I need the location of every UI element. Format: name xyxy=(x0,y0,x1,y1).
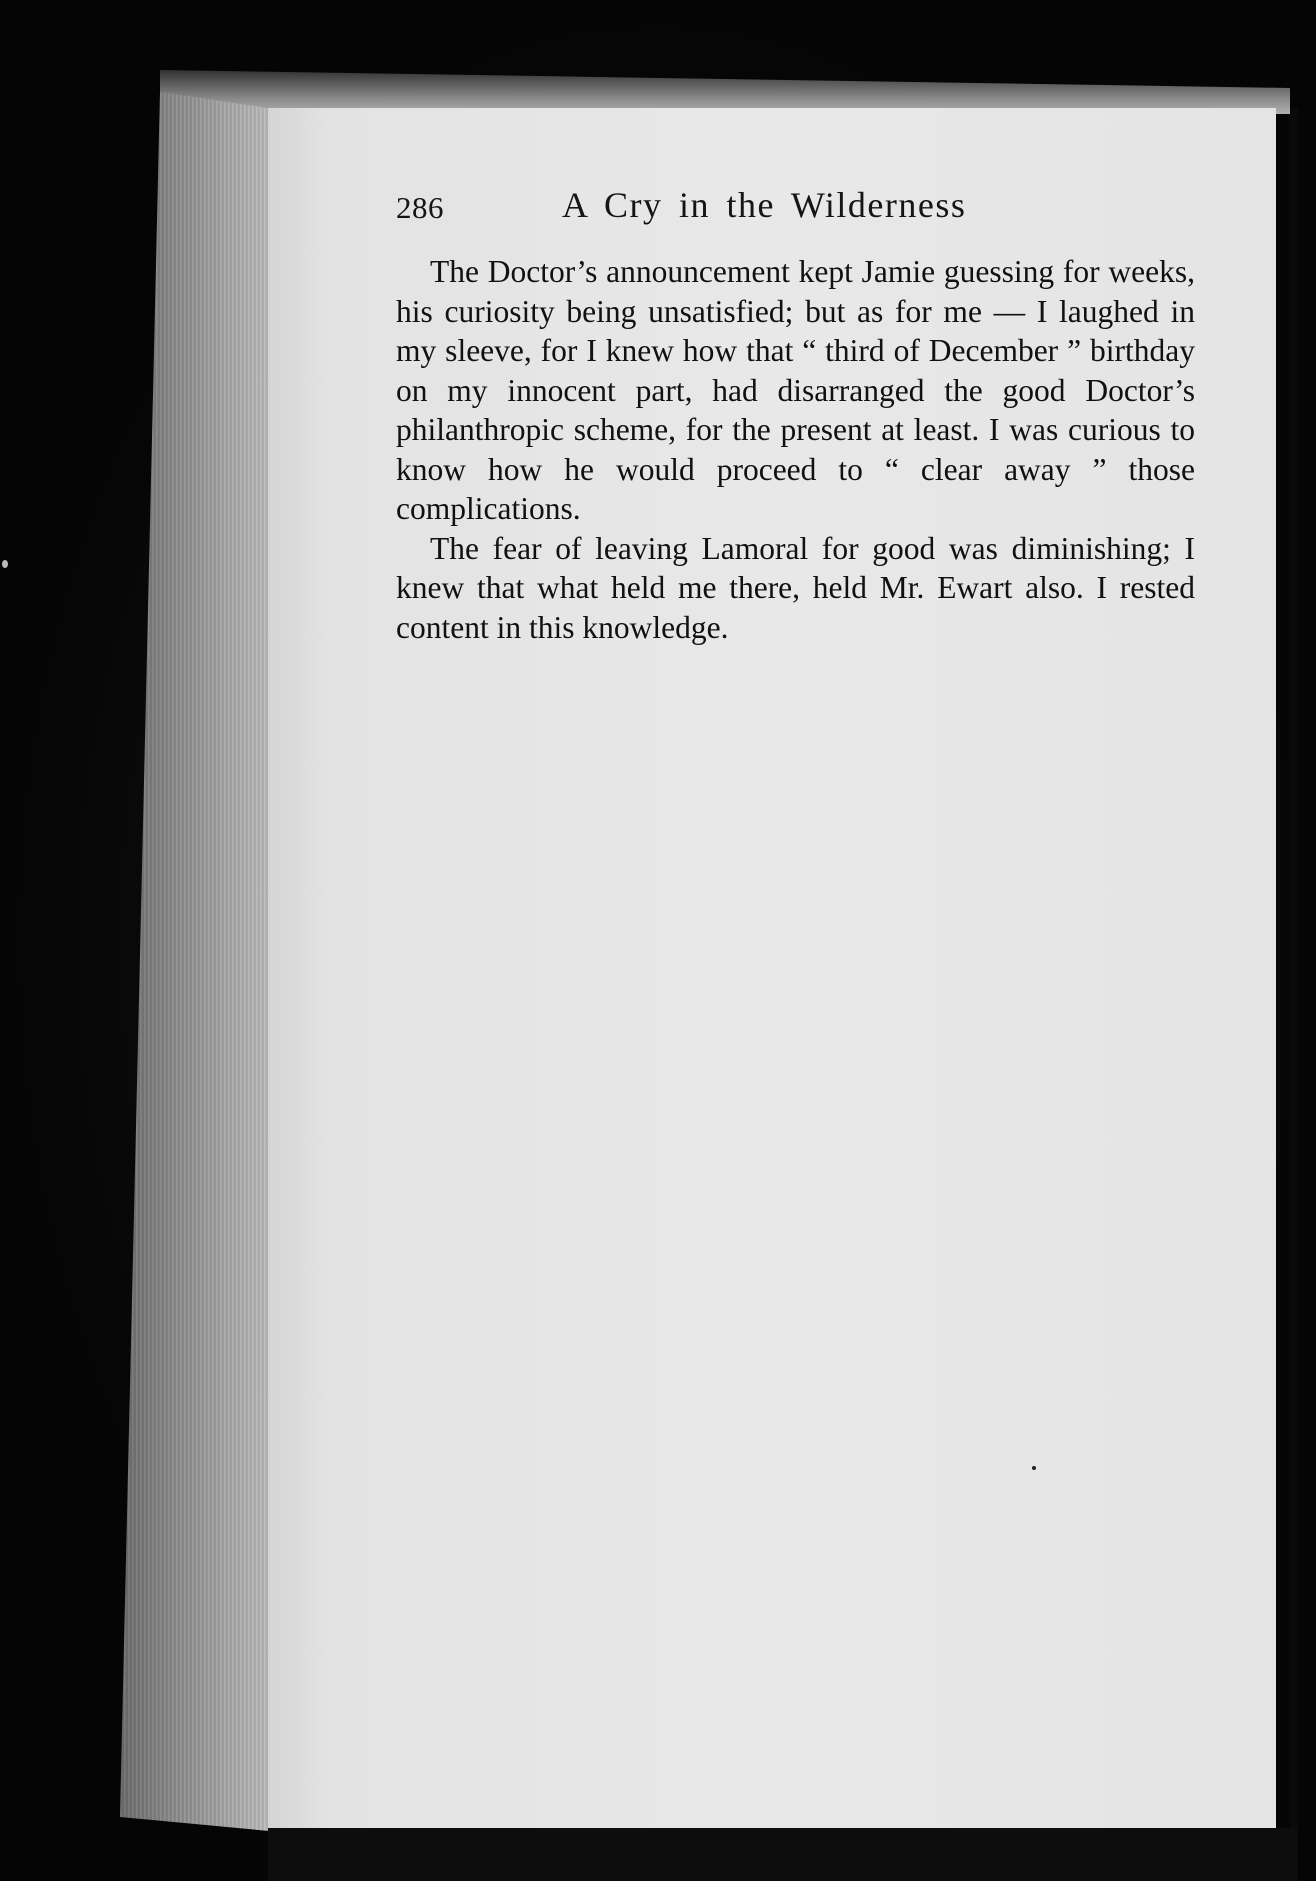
page-bottom-shadow xyxy=(268,1828,1298,1881)
dust-speck xyxy=(2,560,8,568)
running-title: A Cry in the Wilderness xyxy=(562,185,967,225)
page-number: 286 xyxy=(396,190,444,225)
dust-speck xyxy=(1032,1466,1036,1470)
paragraph-1: The Doctor’s announcement kept Jamie guessing for weeks, his curiosity being unsatisfied; but as for me — I laughed in my sleeve, for I knew how that “ third of December ” birthday on my innocent part, had disarranged the good Doctor’s philanthropic scheme, for the present at least. I was curious to know how he would proceed to “ clear away ” those complications. xyxy=(396,254,1195,526)
running-head xyxy=(396,184,1196,234)
paragraph-2: The fear of leaving Lamoral for good was diminishing; I knew that what held me there, held Mr. Ewart also. I rested content in this knowledge. xyxy=(396,530,1195,645)
page-right-border xyxy=(1290,108,1298,1832)
body-text xyxy=(396,252,1195,647)
